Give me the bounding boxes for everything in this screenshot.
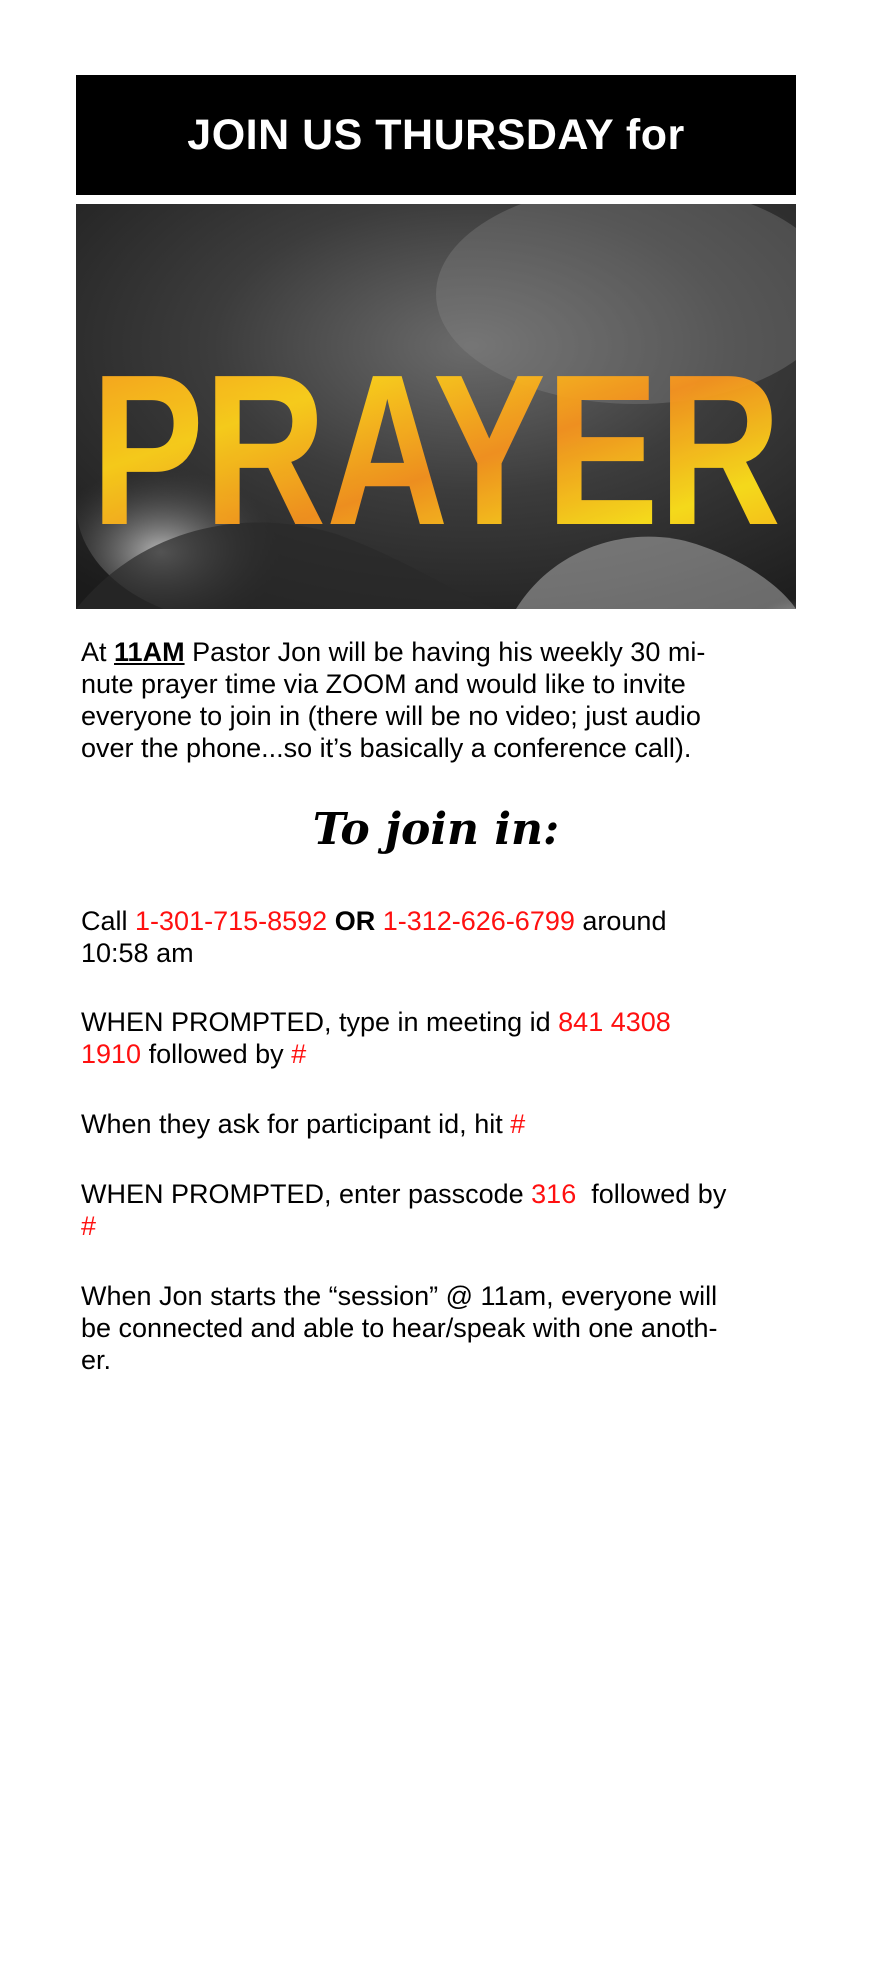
- intro-line-2: nute prayer time via ZOOM and would like to invite: [81, 669, 686, 699]
- prayer-hero-image: [76, 204, 796, 609]
- intro-prefix: At: [81, 637, 107, 667]
- meeting-hash: #: [291, 1039, 307, 1069]
- intro-paragraph: [81, 636, 781, 764]
- header-banner: [76, 75, 796, 195]
- session-line-3: er.: [81, 1345, 112, 1375]
- meeting-followed: followed by: [148, 1039, 284, 1069]
- participant-step: [81, 1108, 781, 1140]
- passcode-followed: followed by: [591, 1179, 727, 1209]
- intro-line1-rest: Pastor Jon will be having his weekly 30 mi-: [192, 637, 706, 667]
- meeting-prefix: WHEN PROMPTED, type in meeting id: [81, 1007, 551, 1037]
- meeting-id-step: [81, 1006, 781, 1070]
- join-heading: To join in:: [312, 804, 560, 855]
- banner-title: JOIN US THURSDAY for: [187, 110, 685, 159]
- call-prefix: Call: [81, 906, 128, 936]
- passcode-step: [81, 1178, 781, 1242]
- meeting-id-part-1: 841 4308: [558, 1007, 671, 1037]
- participant-text: When they ask for participant id, hit: [81, 1109, 503, 1139]
- call-line-1: [81, 905, 781, 937]
- call-suffix: around: [582, 906, 667, 936]
- call-step: [81, 905, 781, 969]
- passcode-hash: #: [81, 1211, 97, 1241]
- intro-line-4: over the phone...so it’s basically a conference call).: [81, 733, 692, 763]
- participant-hash: #: [510, 1109, 526, 1139]
- participant-line: [81, 1108, 781, 1140]
- intro-line-3: everyone to join in (there will be no video; just audio: [81, 701, 701, 731]
- session-line-2: be connected and able to hear/speak with one anoth-: [81, 1313, 718, 1343]
- or-label: OR: [334, 906, 376, 936]
- passcode-prefix: WHEN PROMPTED, enter passcode: [81, 1179, 524, 1209]
- phone-number-1: 1-301-715-8592: [135, 906, 328, 936]
- phone-number-2: 1-312-626-6799: [382, 906, 575, 936]
- passcode-line-2: [81, 1210, 781, 1242]
- meeting-line-1: [81, 1006, 781, 1038]
- intro-line-1: [81, 636, 781, 668]
- prayer-hero-graphic: [76, 204, 796, 609]
- call-time: 10:58 am: [81, 938, 194, 968]
- intro-time: 11AM: [114, 637, 185, 667]
- prayer-hero-text: PRAYER: [91, 329, 781, 570]
- session-line-1: When Jon starts the “session” @ 11am, everyone will: [81, 1281, 718, 1311]
- meeting-id-part-2: 1910: [81, 1039, 142, 1069]
- passcode-line-1: [81, 1178, 781, 1210]
- meeting-line-2: [81, 1038, 781, 1070]
- session-step: [81, 1280, 781, 1376]
- passcode-code: 316: [531, 1179, 577, 1209]
